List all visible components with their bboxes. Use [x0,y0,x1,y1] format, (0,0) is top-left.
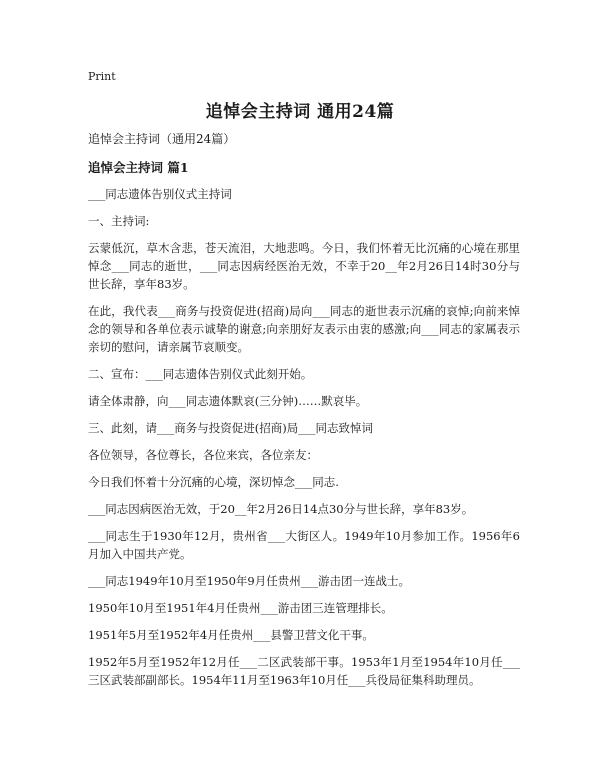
paragraph-career-2: 1950年10月至1951年4月任贵州___游击团三连管理排长。 [88,601,393,615]
paragraph-career-4: 1952年5月至1952年12月任___二区武装部干事。1953年1月至1954年10月任___三区武装部副部长。1954年11月至1963年10月任___兵役局征集科助理员。 [88,655,520,687]
paragraph-silence: 请全体肃静，向___同志遗体默哀(三分钟)……默哀毕。 [88,394,368,408]
document-body [88,130,520,698]
paragraph-host-heading: 一、主持词: [88,214,150,228]
paragraph-greeting: 各位领导，各位尊长，各位来宾，各位亲友： [88,448,318,462]
paragraph-mourning: 今日我们怀着十分沉痛的心境，深切悼念___同志. [88,475,339,489]
section-heading: 追悼会主持词 篇1 [88,160,189,175]
paragraph-eulogy-intro: 三、此刻，请___商务与投资促进(招商)局___同志致悼词 [88,421,373,435]
paragraph-biography: ___同志生于1930年12月，贵州省___大街区人。1949年10月参加工作。1956年6月加入中国共产党。 [88,529,520,561]
print-label: Print [88,70,116,83]
paragraph-announce: 二、宣布：___同志遗体告别仪式此刻开始。 [88,367,313,381]
paragraph-passing: ___同志因病医治无效，于20__年2月26日14点30分与世长辞，享年83岁。 [88,502,474,516]
page-title: 追悼会主持词 通用24篇 [205,102,395,122]
paragraph-opening: 云蒙低沉，草木含悲，苍天流泪，大地悲鸣。今日，我们怀着无比沉痛的心境在那里悼念___同志的逝世，___同志因病经医治无效，不幸于20__年2月26日14时30分与世长辞，享年83岁。 [88,241,520,291]
paragraph-condolence: 在此，我代表___商务与投资促进(招商)局向___同志的逝世表示沉痛的哀悼;向前来悼念的领导和各单位表示诚挚的谢意;向亲朋好友表示由衷的感激;向___同志的家属表示亲切的慰问，请亲属节哀顺变。 [88,304,520,354]
paragraph-ceremony-title: ___同志遗体告别仪式主持词 [88,187,232,201]
paragraph-career-3: 1951年5月至1952年4月任贵州___县警卫营文化干事。 [88,628,374,642]
document-subtitle: 追悼会主持词（通用24篇） [88,132,236,146]
paragraph-career-1: ___同志1949年10月至1950年9月任贵州___游击团一连战士。 [88,574,410,588]
